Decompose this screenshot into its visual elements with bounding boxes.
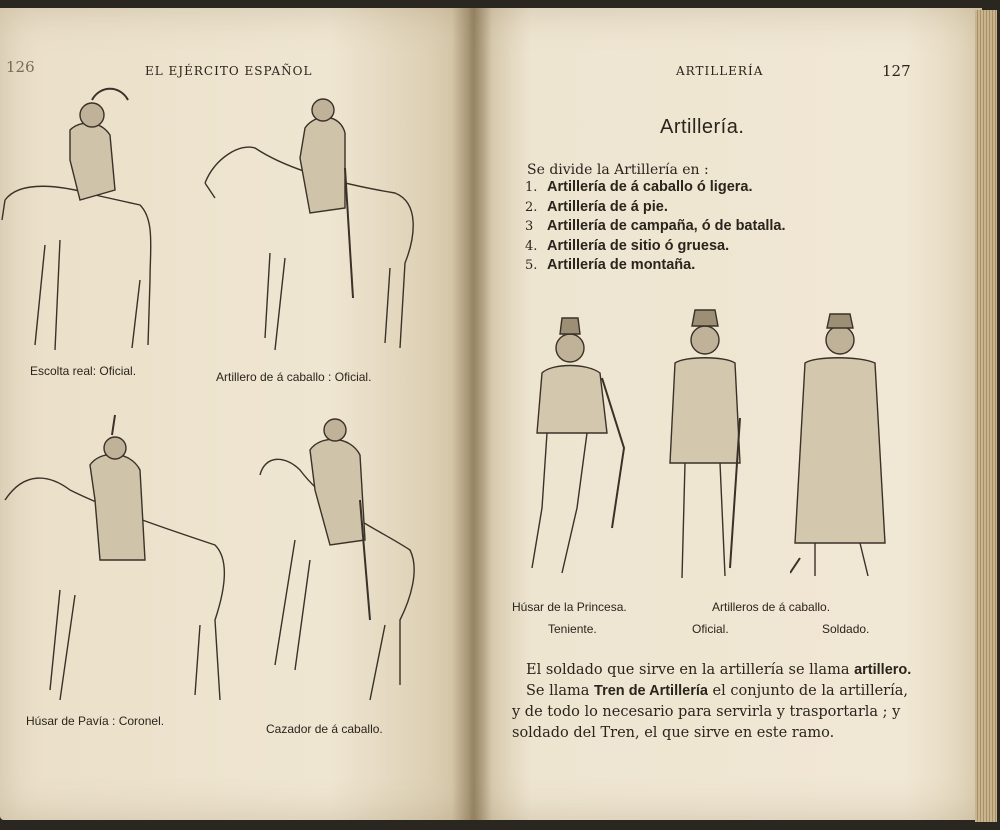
list-item-number: 1. <box>525 180 538 195</box>
caption-oficial: Oficial. <box>692 622 729 636</box>
left-running-head: EL EJÉRCITO ESPAÑOL <box>145 64 313 78</box>
text-run: Se llama <box>526 683 595 699</box>
list-item-number: 3 <box>525 219 534 234</box>
term-artillero: artillero. <box>854 662 912 678</box>
text-run: el conjunto de la artillería, y de todo lo necesario para servirla y trasportarla ; y soldado del Tren, el que sirve en este ramo. <box>512 683 908 741</box>
section-title: Artillería. <box>660 116 745 138</box>
escolta-real-illustration <box>0 80 170 360</box>
text-run: El soldado que sirve en la artillería se llama <box>526 662 855 678</box>
left-page-number: 126 <box>6 58 35 76</box>
term-tren-artilleria: Tren de Artillería <box>594 683 708 699</box>
caption-soldado: Soldado. <box>822 622 870 636</box>
book-gutter <box>452 8 492 820</box>
list-item-text: Artillería de sitio ó gruesa. <box>547 237 730 254</box>
list-item-number: 5. <box>525 258 538 273</box>
caption-escolta-real: Escolta real: Oficial. <box>30 364 137 378</box>
page-edges <box>975 10 997 822</box>
list-item <box>525 198 786 218</box>
list-item <box>525 178 786 198</box>
caption-artilleros-caballo: Artilleros de á caballo. <box>712 600 831 614</box>
artillero-caballo-illustration <box>195 88 430 363</box>
caption-husar-princesa: Húsar de la Princesa. <box>512 600 627 614</box>
list-item-text: Artillería de campaña, ó de batalla. <box>547 218 786 234</box>
caption-artillero-caballo: Artillero de á caballo : Oficial. <box>216 370 372 384</box>
caption-teniente: Teniente. <box>548 622 597 636</box>
cazador-caballo-illustration <box>250 400 425 705</box>
list-item-number: 2. <box>525 199 538 215</box>
list-item-text: Artillería de montaña. <box>547 257 696 273</box>
artillero-oficial-illustration <box>650 298 760 588</box>
section-intro: Se divide la Artillería en : <box>527 162 709 178</box>
caption-cazador-caballo: Cazador de á caballo. <box>266 722 383 736</box>
right-page-number: 127 <box>882 62 911 80</box>
husar-pavia-illustration <box>0 410 235 705</box>
list-item <box>525 237 786 257</box>
artillero-soldado-illustration <box>790 308 900 588</box>
body-paragraph <box>512 660 912 744</box>
list-item-text: Artillería de á caballo ó ligera. <box>547 179 753 195</box>
artillery-types-list <box>525 178 786 276</box>
list-item <box>525 217 786 237</box>
list-item-number: 4. <box>525 238 538 254</box>
list-item-text: Artillería de á pie. <box>547 198 668 215</box>
list-item <box>525 256 786 276</box>
caption-husar-pavia: Húsar de Pavía : Coronel. <box>26 714 165 728</box>
right-running-head: ARTILLERÍA <box>676 64 764 78</box>
husar-princesa-illustration <box>512 298 632 583</box>
sentence-artillero <box>512 660 912 681</box>
sentence-tren <box>512 681 912 744</box>
